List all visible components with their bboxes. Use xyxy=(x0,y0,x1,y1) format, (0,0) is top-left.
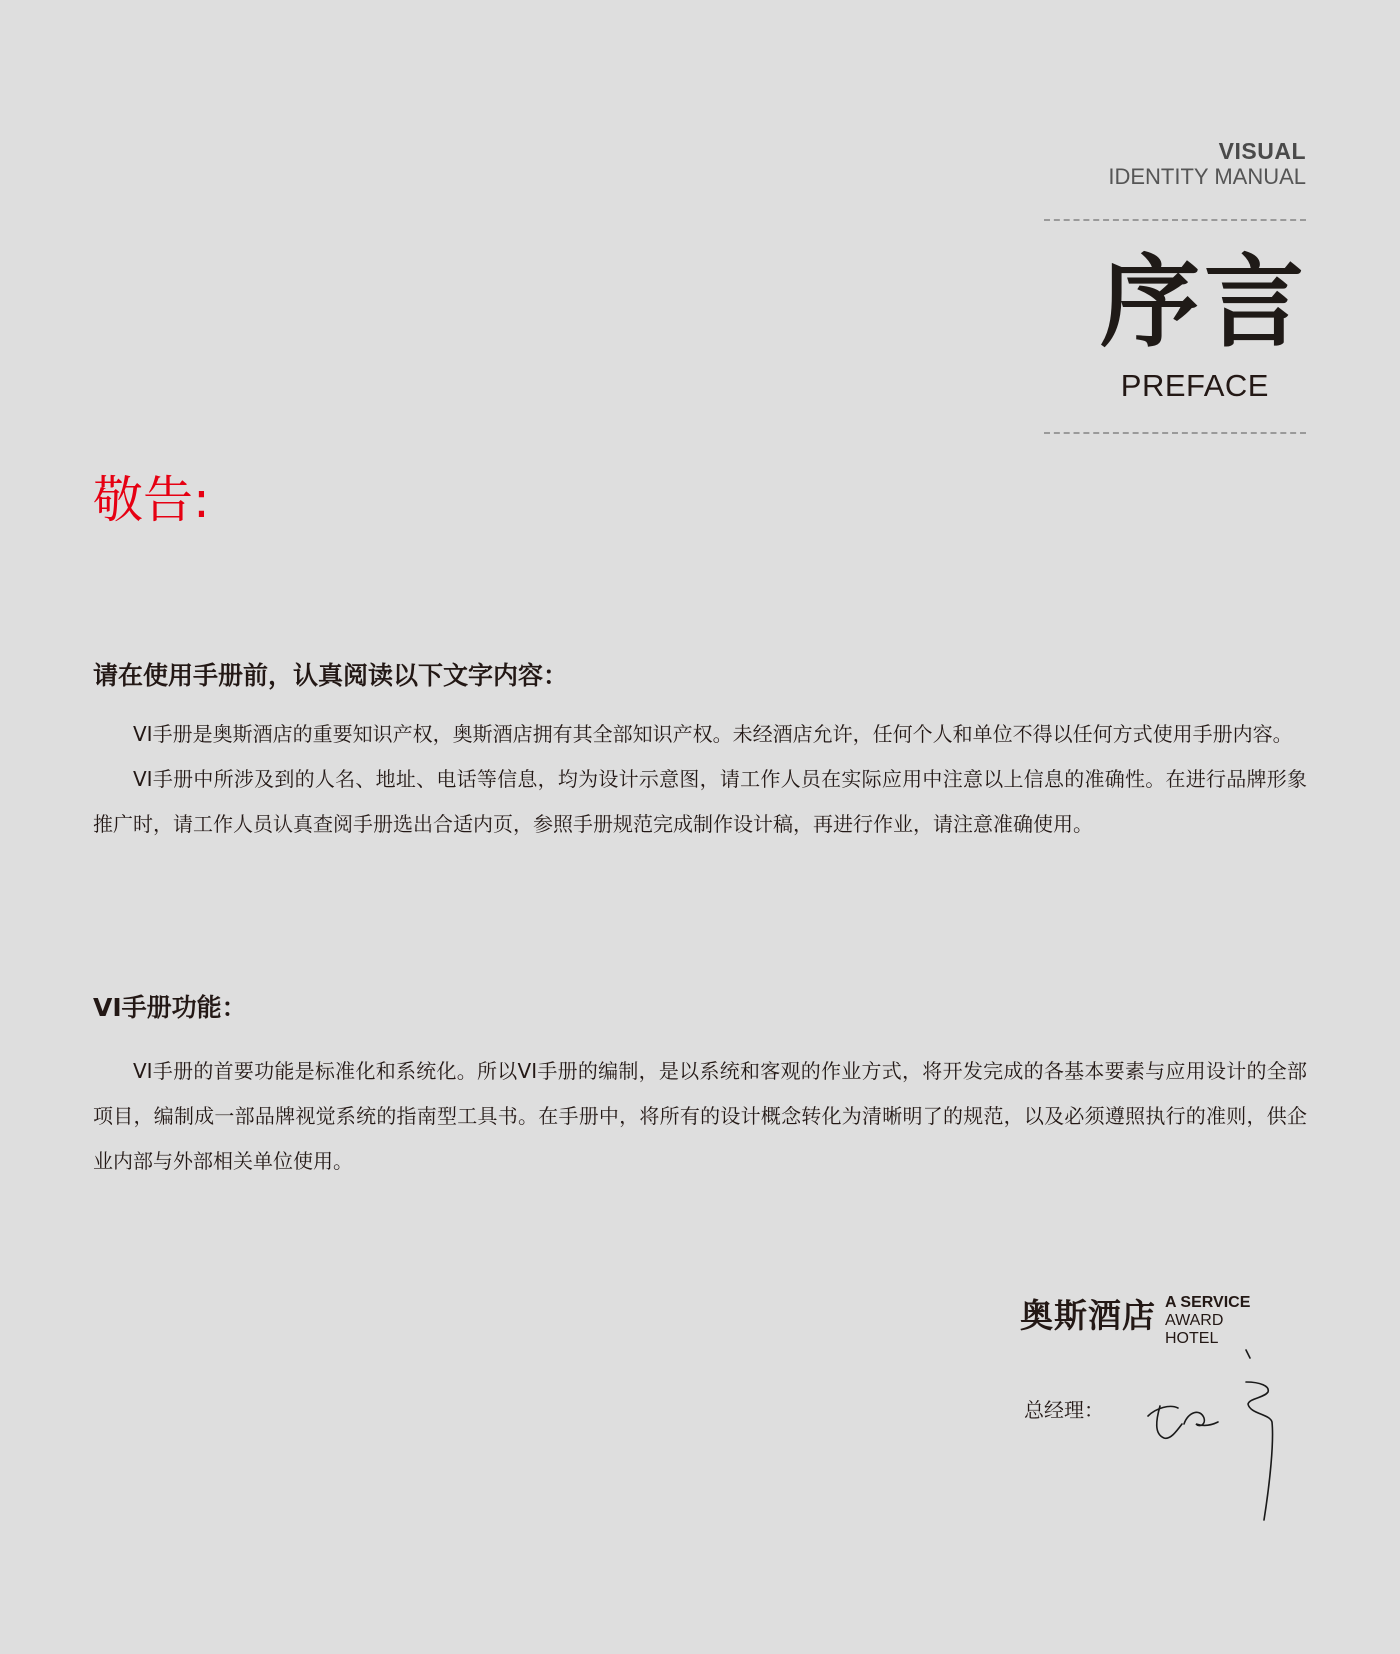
signature-icon xyxy=(1120,1342,1290,1522)
dashed-divider-top xyxy=(1044,219,1306,221)
section1-title: 请在使用手册前，认真阅读以下文字内容： xyxy=(93,661,569,690)
section1-body xyxy=(93,712,1307,847)
logo-en-strong: A SERVICE xyxy=(1165,1294,1251,1311)
logo-en-rest: AWARD xyxy=(1165,1312,1224,1329)
heading-identity-manual: IDENTITY MANUAL xyxy=(1108,164,1306,189)
manual-heading xyxy=(1036,138,1306,190)
heading-visual: VISUAL xyxy=(1218,138,1306,164)
warning-title: 敬告: xyxy=(93,471,210,529)
section1-paragraph-2: VI手册中所涉及到的人名、地址、电话等信息，均为设计示意图，请工作人员在实际应用中注意以上信息的准确性。在进行品牌形象推广时，请工作人员认真查阅手册选出合适内页，参照手册规范完成制作设计稿，再进行作业，请注意准确使用。 xyxy=(93,767,1307,836)
signature-area xyxy=(1020,1290,1310,1530)
page-title-en: PREFACE xyxy=(1120,368,1269,403)
section2-paragraph-1: VI手册的首要功能是标准化和系统化。所以VI手册的编制，是以系统和客观的作业方式，将开发完成的各基本要素与应用设计的全部项目，编制成一部品牌视觉系统的指南型工具书。在手册中，将所有的设计概念转化为清晰明了的规范，以及必须遵照执行的准则，供企业内部与外部相关单位使用。 xyxy=(93,1059,1307,1173)
logo-en-line2: HOTEL xyxy=(1165,1330,1219,1347)
dashed-divider-bottom xyxy=(1044,432,1306,434)
general-manager-label: 总经理： xyxy=(1024,1398,1104,1422)
section2-body xyxy=(93,1049,1307,1184)
hotel-logo-cn: 奥斯酒店 xyxy=(1020,1296,1156,1335)
section2-title: VI手册功能： xyxy=(93,993,247,1022)
section1-paragraph-1: VI手册是奥斯酒店的重要知识产权，奥斯酒店拥有其全部知识产权。未经酒店允许，任何个人和单位不得以任何方式使用手册内容。 xyxy=(133,722,1293,746)
hotel-logo-en xyxy=(1165,1294,1310,1348)
page-title-cn: 序言 xyxy=(1100,244,1308,361)
